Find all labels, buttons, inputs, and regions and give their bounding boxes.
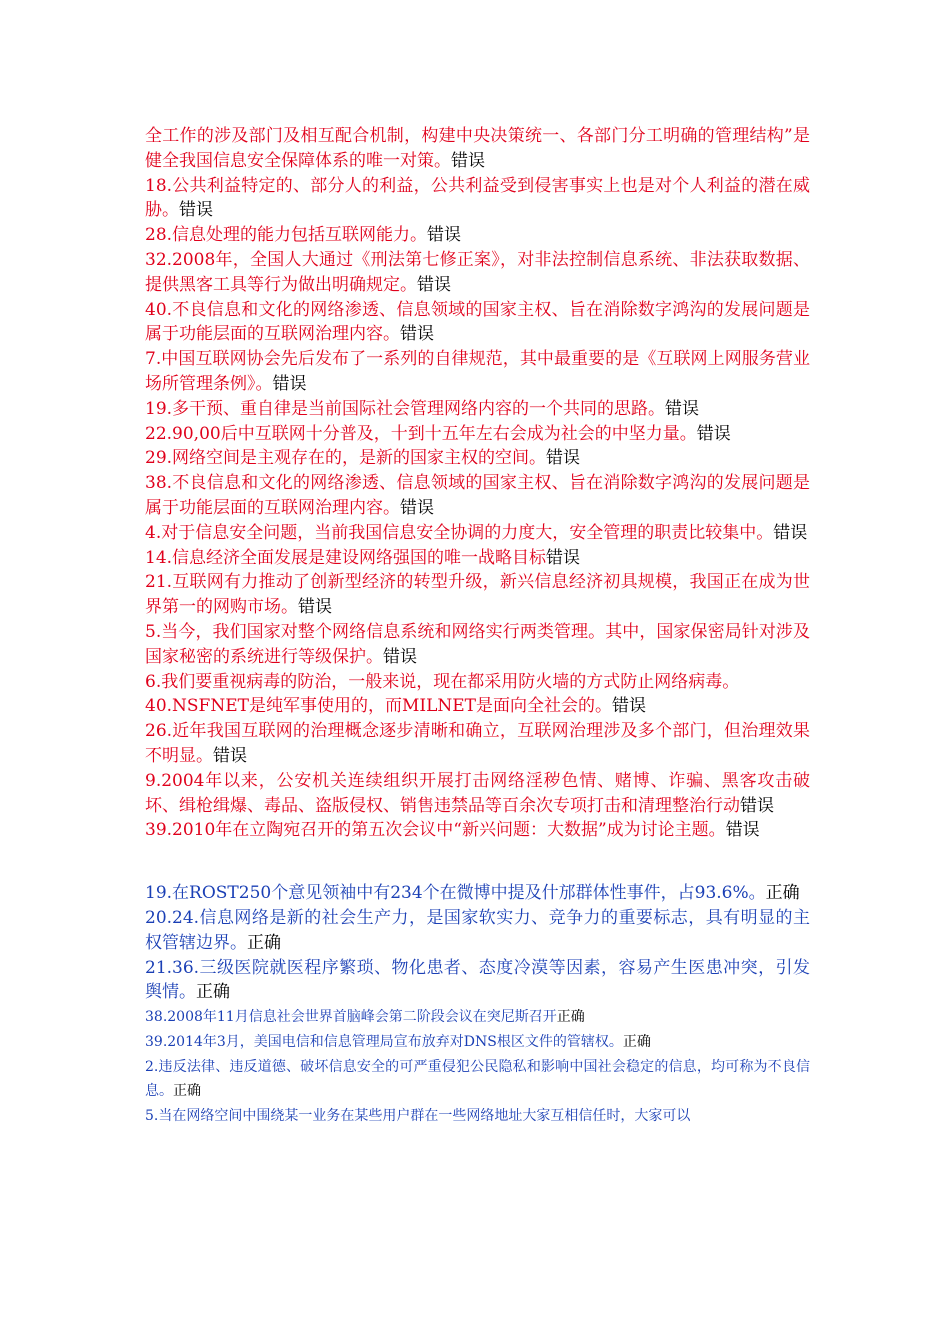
- question-text: 40.NSFNET是纯军事使用的，而MILNET是面向全社会的。: [145, 696, 613, 717]
- answer-label: 正确: [247, 932, 281, 953]
- answer-label: 错误: [427, 225, 462, 246]
- question-item: [145, 881, 810, 906]
- question-item: [145, 1055, 810, 1105]
- question-text: 5.当今，我们国家对整个网络信息系统和网络实行两类管理。其中，国家保密局针对涉及国家秘密的系统进行等级保护。: [145, 621, 810, 667]
- answer-label: 错误: [740, 795, 774, 816]
- question-item: [145, 397, 810, 422]
- answer-label: 正确: [556, 1009, 585, 1026]
- answer-label: 正确: [622, 1033, 651, 1050]
- question-item: [145, 670, 810, 695]
- answer-label: 正确: [196, 982, 230, 1003]
- question-text: 22.90,00后中互联网十分普及，十到十五年左右会成为社会的中坚力量。: [145, 423, 697, 444]
- question-item: [145, 719, 810, 769]
- answer-label: 正确: [765, 883, 800, 904]
- question-item: [145, 174, 810, 224]
- answer-label: 错误: [773, 522, 808, 543]
- answer-label: 错误: [725, 820, 760, 841]
- right-answer-list: [145, 881, 810, 1129]
- question-item: [145, 248, 810, 298]
- question-text: 38.不良信息和文化的网络渗透、信息领域的国家主权、旨在消除数字鸿沟的发展问题是属于功能层面的互联网治理内容。: [145, 473, 810, 518]
- question-item: [145, 570, 810, 620]
- question-item: [145, 1104, 810, 1129]
- question-text: 29.网络空间是主观存在的，是新的国家主权的空间。: [145, 448, 547, 469]
- question-item: [145, 298, 810, 348]
- question-item: [145, 471, 810, 521]
- question-text: 9.2004年以来，公安机关连续组织开展打击网络淫秽色情、赌博、诈骗、黑客攻击破坏、缉枪缉爆、毒品、盗版侵权、销售违禁品等百余次专项打击和清理整治行动: [145, 770, 810, 816]
- question-text: 2.违反法律、违反道德、破坏信息安全的可严重侵犯公民隐私和影响中国社会稳定的信息，均可称为不良信息。: [145, 1058, 810, 1100]
- answer-label: 错误: [272, 373, 307, 394]
- question-text: 5.当在网络空间中围绕某一业务在某些用户群在一些网络地址大家互相信任时，大家可以: [145, 1108, 691, 1125]
- question-text: 21.36.三级医院就医程序繁琐、物化患者、态度冷漠等因素，容易产生医患冲突，引发舆情。: [145, 957, 810, 1003]
- question-text: 38.2008年11月信息社会世界首脑峰会第二阶段会议在突尼斯召开: [145, 1009, 557, 1026]
- question-item: [145, 546, 810, 571]
- answer-label: 错误: [665, 398, 700, 419]
- section-gap: [145, 843, 810, 881]
- question-item: [145, 818, 810, 843]
- question-item: [145, 1030, 810, 1055]
- question-item: [145, 956, 810, 1006]
- question-item: [145, 620, 810, 670]
- question-item: [145, 347, 810, 397]
- question-text: 7.中国互联网协会先后发布了一系列的自律规范，其中最重要的是《互联网上网服务营业场所管理条例》。: [145, 349, 810, 394]
- question-item: [145, 1005, 810, 1030]
- question-item: [145, 694, 810, 719]
- answer-label: 正确: [173, 1083, 201, 1100]
- question-text: 18.公共利益特定的、部分人的利益，公共利益受到侵害事实上也是对个人利益的潜在威胁。: [145, 175, 810, 221]
- answer-label: 错误: [400, 324, 434, 345]
- question-item: [145, 521, 810, 546]
- question-text: 21.互联网有力推动了创新型经济的转型升级，新兴信息经济初具规模，我国正在成为世界第一的网购市场。: [145, 572, 810, 618]
- question-item: [145, 223, 810, 248]
- document-content: [145, 124, 810, 1129]
- answer-label: 错误: [400, 497, 434, 518]
- answer-label: 错误: [546, 547, 581, 568]
- wrong-answer-list: [145, 124, 810, 843]
- question-text: 20.24.信息网络是新的社会生产力，是国家软实力、竞争力的重要标志，具有明显的主权管辖边界。: [145, 907, 810, 953]
- question-item: [145, 906, 810, 956]
- question-text: 28.信息处理的能力包括互联网能力。: [145, 225, 428, 246]
- question-text: 40.不良信息和文化的网络渗透、信息领域的国家主权、旨在消除数字鸿沟的发展问题是属于功能层面的互联网治理内容。: [145, 299, 810, 345]
- question-text: 4.对于信息安全问题，当前我国信息安全协调的力度大，安全管理的职责比较集中。: [145, 522, 774, 543]
- answer-label: 错误: [383, 646, 417, 667]
- question-item: [145, 769, 810, 819]
- question-text: 32.2008年，全国人大通过《刑法第七修正案》，对非法控制信息系统、非法获取数据、提供黑客工具等行为做出明确规定。: [145, 249, 810, 295]
- answer-label: 错误: [546, 448, 581, 469]
- question-text: 6.我们要重视病毒的防治，一般来说，现在都采用防火墙的方式防止网络病毒。: [145, 671, 740, 692]
- question-text: 19.在ROST250个意见领袖中有234个在微博中提及什邡群体性事件，占93.6%。: [145, 883, 766, 904]
- question-item: [145, 422, 810, 447]
- answer-label: 错误: [612, 696, 647, 717]
- question-text: 26.近年我国互联网的治理概念逐步清晰和确立，互联网治理涉及多个部门，但治理效果不明显。: [145, 721, 810, 766]
- answer-label: 错误: [417, 274, 451, 295]
- question-item: [145, 446, 810, 471]
- answer-label: 错误: [451, 150, 485, 171]
- question-text: 39.2010年在立陶宛召开的第五次会议中“新兴问题：大数据”成为讨论主题。: [145, 820, 726, 841]
- answer-label: 错误: [298, 597, 332, 618]
- answer-label: 错误: [213, 745, 247, 766]
- question-text: 全工作的涉及部门及相互配合机制，构建中央决策统一、各部门分工明确的管理结构”是健全我国信息安全保障体系的唯一对策。: [145, 126, 810, 171]
- question-item: [145, 124, 810, 174]
- answer-label: 错误: [696, 423, 731, 444]
- question-text: 19.多干预、重自律是当前国际社会管理网络内容的一个共同的思路。: [145, 398, 666, 419]
- answer-label: 错误: [179, 200, 213, 221]
- question-text: 39.2014年3月，美国电信和信息管理局宣布放弃对DNS根区文件的管辖权。: [145, 1033, 623, 1050]
- question-text: 14.信息经济全面发展是建设网络强国的唯一战略目标: [145, 547, 547, 568]
